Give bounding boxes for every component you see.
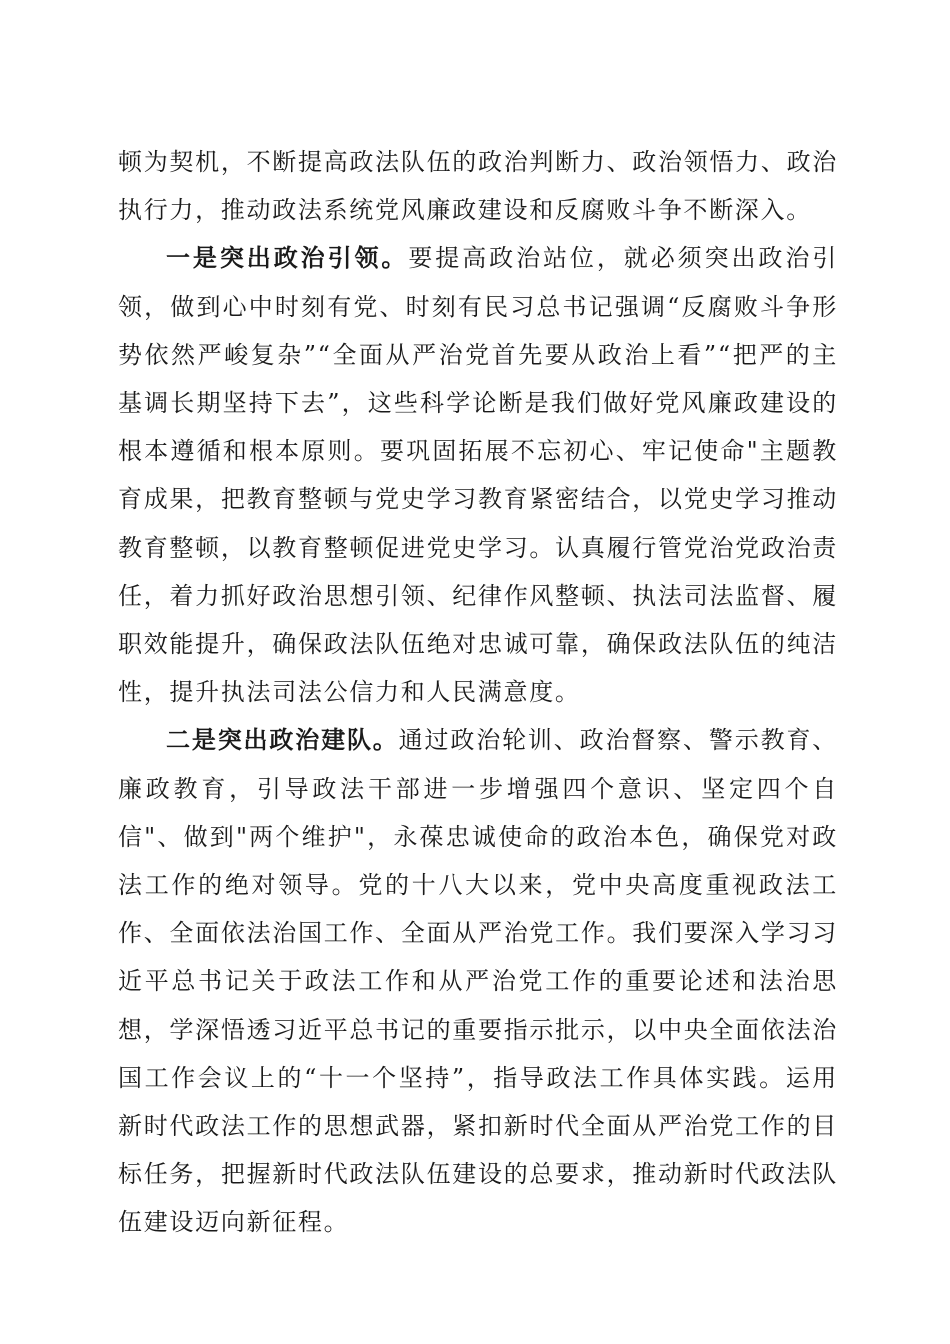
paragraph-text: 要提高政治站位，就必须突出政治引领，做到心中时刻有党、时刻有民习总书记强调“反腐败斗争形势依然严峻复杂”“全面从严治党首先要从政治上看”“把严的主基调长期坚持下去”，这些科学论断是我们做好党风廉政建设的根本遵循和根本原则。要巩固拓展不忘初心、牢记使命"主题教育成果，把教育整顿与党史学习教育紧密结合，以党史学习推动教育整顿，以教育整顿促进党史学习。认真履行管党治党政治责任，着力抓好政治思想引领、纪律作风整顿、执法司法监督、履职效能提升，确保政法队伍绝对忠诚可靠，确保政法队伍的纯洁性，提升执法司法公信力和人民满意度。 bbox=[118, 244, 838, 707]
document-body bbox=[118, 138, 838, 1247]
paragraph-political-leadership bbox=[118, 234, 838, 716]
paragraph-text: 通过政治轮训、政治督察、警示教育、廉政教育，引导政法干部进一步增强四个意识、坚定四个自信"、做到"两个维护"，永葆忠诚使命的政治本色，确保党对政法工作的绝对领导。党的十八大以来，党中央高度重视政法工作、全面依法治国工作、全面从严治党工作。我们要深入学习习近平总书记关于政法工作和从严治党工作的重要论述和法治思想，学深悟透习近平总书记的重要指示批示，以中央全面依法治国工作会议上的“十一个坚持”，指导政法工作具体实践。运用新时代政法工作的思想武器，紧扣新时代全面从严治党工作的目标任务，把握新时代政法队伍建设的总要求，推动新时代政法队伍建设迈向新征程。 bbox=[118, 726, 838, 1237]
paragraph-heading: 二是突出政治建队。 bbox=[166, 725, 399, 755]
paragraph-heading: 一是突出政治引领。 bbox=[166, 243, 409, 273]
paragraph-text: 顿为契机，不断提高政法队伍的政治判断力、政治领悟力、政治执行力，推动政法系统党风廉政建设和反腐败斗争不断深入。 bbox=[118, 148, 838, 225]
paragraph-continuation bbox=[118, 138, 838, 234]
paragraph-political-team-building bbox=[118, 716, 838, 1246]
